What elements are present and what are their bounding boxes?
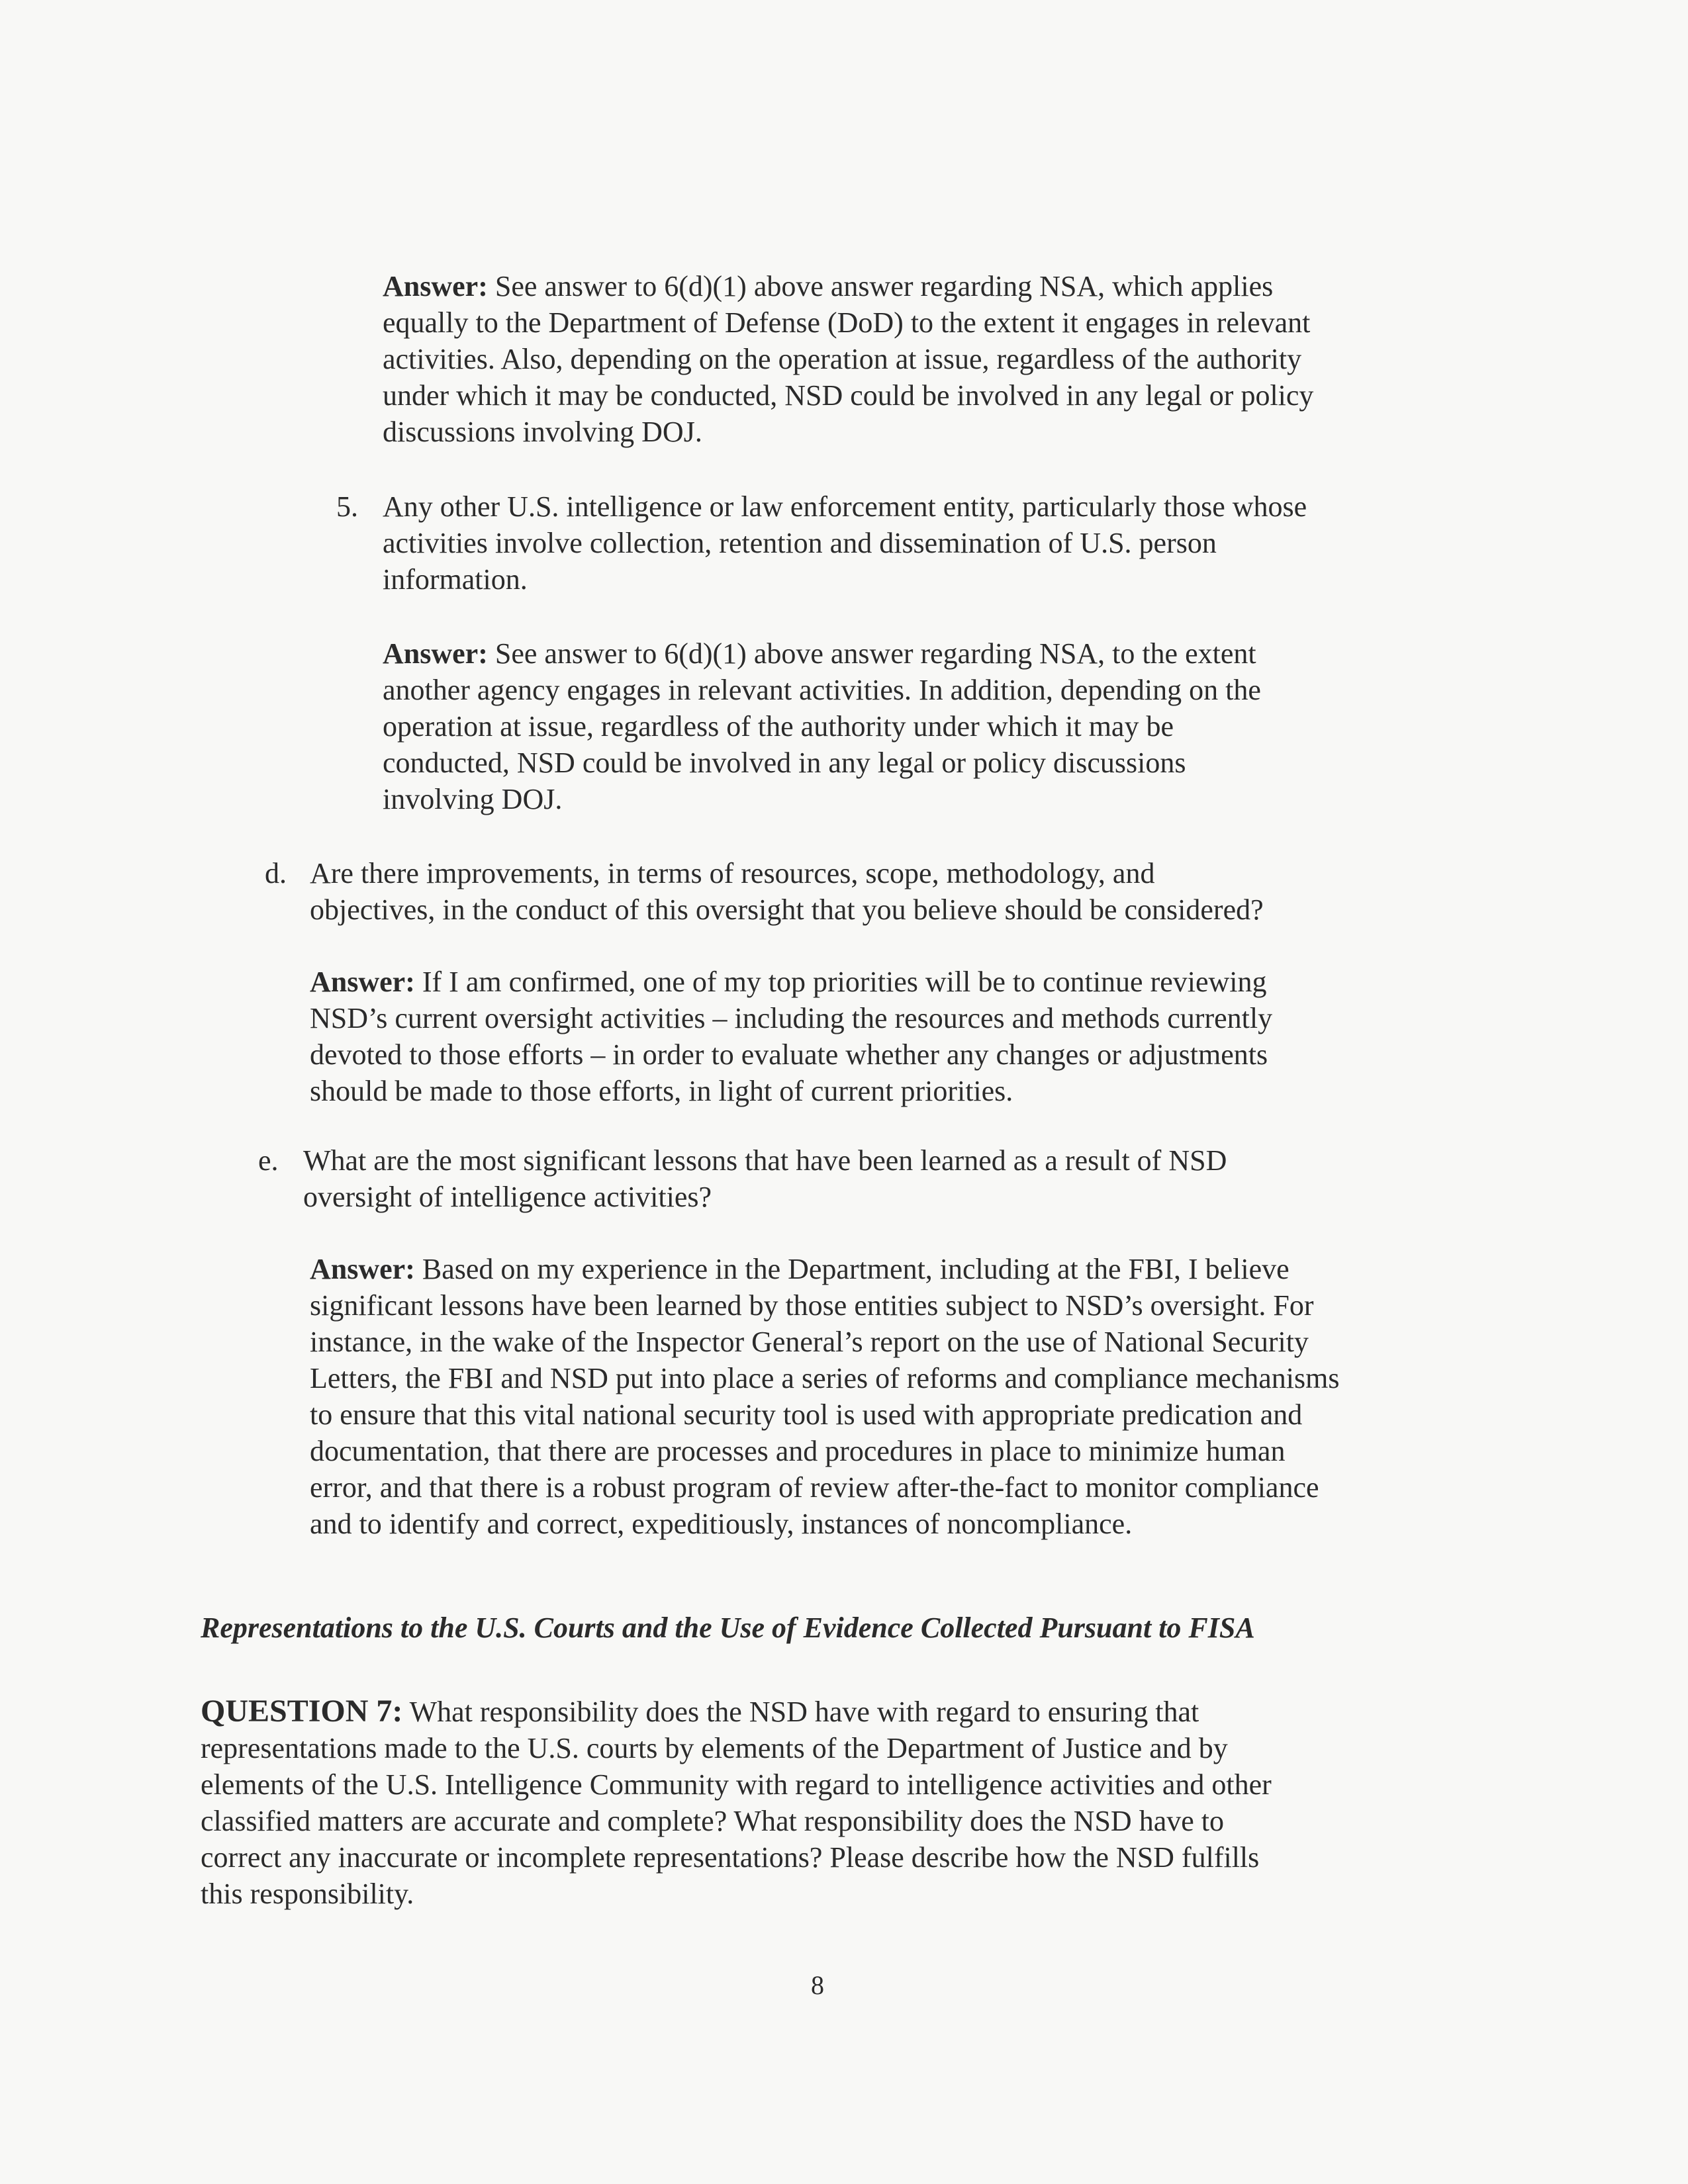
answer-item-5	[383, 635, 1261, 817]
answer-text: discussions involving DOJ.	[383, 416, 702, 448]
item-e-marker: e.	[258, 1144, 279, 1177]
answer-text: NSD’s current oversight activities – including the resources and methods currently	[310, 1002, 1273, 1034]
question-text: elements of the U.S. Intelligence Community with regard to intelligence activities and other	[201, 1768, 1272, 1801]
question-7	[201, 1693, 1272, 1912]
answer-text: See answer to 6(d)(1) above answer regarding NSA, which applies	[487, 270, 1274, 302]
answer-text: involving DOJ.	[383, 783, 563, 815]
answer-text: another agency engages in relevant activities. In addition, depending on the	[383, 674, 1261, 706]
answer-text: instance, in the wake of the Inspector General’s report on the use of National Security	[310, 1326, 1309, 1358]
answer-item-d	[310, 964, 1272, 1109]
answer-text: Based on my experience in the Department, including at the FBI, I believe	[414, 1253, 1289, 1285]
answer-label: Answer:	[310, 966, 415, 998]
question-text: classified matters are accurate and complete? What responsibility does the NSD have to	[201, 1805, 1224, 1837]
answer-text: conducted, NSD could be involved in any legal or policy discussions	[383, 747, 1186, 779]
answer-text: operation at issue, regardless of the authority under which it may be	[383, 710, 1174, 743]
answer-text: under which it may be conducted, NSD could be involved in any legal or policy	[383, 379, 1314, 412]
answer-text: devoted to those efforts – in order to evaluate whether any changes or adjustments	[310, 1038, 1268, 1071]
question-text: Are there improvements, in terms of resources, scope, methodology, and	[310, 857, 1155, 889]
item-5-marker: 5.	[336, 490, 358, 523]
answer-label: Answer:	[383, 637, 488, 670]
answer-text: documentation, that there are processes and procedures in place to minimize human	[310, 1435, 1286, 1467]
section-heading: Representations to the U.S. Courts and the Use of Evidence Collected Pursuant to FISA	[201, 1612, 1255, 1644]
question-text: objectives, in the conduct of this oversight that you believe should be considered?	[310, 893, 1264, 926]
page-number: 8	[811, 1970, 824, 2000]
question-text: Any other U.S. intelligence or law enforcement entity, particularly those whose	[383, 490, 1307, 523]
answer-text: to ensure that this vital national security tool is used with appropriate predication and	[310, 1398, 1303, 1431]
question-text: What responsibility does the NSD have with regard to ensuring that	[402, 1696, 1199, 1728]
item-d-question	[310, 855, 1264, 928]
question-text: correct any inaccurate or incomplete representations? Please describe how the NSD fulfills	[201, 1841, 1260, 1874]
question-text: What are the most significant lessons that have been learned as a result of NSD	[303, 1144, 1227, 1177]
question-text: this responsibility.	[201, 1878, 414, 1910]
answer-text: If I am confirmed, one of my top priorities will be to continue reviewing	[414, 966, 1267, 998]
question-text: oversight of intelligence activities?	[303, 1181, 712, 1213]
question-text: information.	[383, 563, 528, 596]
answer-text: error, and that there is a robust program of review after-the-fact to monitor compliance	[310, 1471, 1319, 1504]
answer-dod	[383, 268, 1313, 450]
answer-text: equally to the Department of Defense (DoD) to the extent it engages in relevant	[383, 306, 1311, 339]
answer-text: should be made to those efforts, in light of current priorities.	[310, 1075, 1013, 1107]
answer-text: See answer to 6(d)(1) above answer regarding NSA, to the extent	[487, 637, 1256, 670]
answer-text: and to identify and correct, expeditiously, instances of noncompliance.	[310, 1508, 1133, 1540]
question-text: activities involve collection, retention and dissemination of U.S. person	[383, 527, 1217, 559]
answer-label: Answer:	[310, 1253, 415, 1285]
item-d-marker: d.	[265, 857, 287, 889]
answer-text: Letters, the FBI and NSD put into place a series of reforms and compliance mechanisms	[310, 1362, 1340, 1394]
answer-label: Answer:	[383, 270, 488, 302]
answer-item-e	[310, 1251, 1339, 1542]
question-text: representations made to the U.S. courts by elements of the Department of Justice and by	[201, 1732, 1228, 1764]
question-label: QUESTION 7:	[201, 1694, 403, 1729]
answer-text: activities. Also, depending on the operation at issue, regardless of the authority	[383, 343, 1302, 375]
answer-text: significant lessons have been learned by those entities subject to NSD’s oversight. For	[310, 1289, 1314, 1322]
item-e-question	[303, 1142, 1227, 1215]
item-5-question	[383, 488, 1307, 598]
